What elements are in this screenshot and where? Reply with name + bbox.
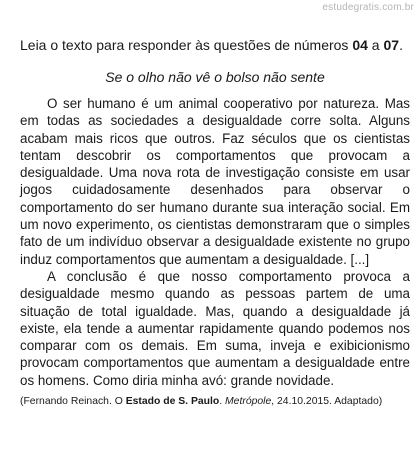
question-start-number: 04 — [352, 37, 368, 53]
citation-date: , 24.10.2015. Adaptado) — [271, 396, 383, 408]
instruction-suffix: . — [399, 37, 403, 53]
document-body — [20, 36, 410, 409]
citation-section: Metrópole — [225, 396, 272, 408]
question-end-number: 07 — [383, 37, 400, 53]
paragraph-1: O ser humano é um animal cooperativo por natureza. Mas em todas as sociedades a desigualdade corre solta. Alguns acabam mais ricos que outros. Faz séculos que os cientistas tentam descobrir os comportamentos que provocam a desigualdade. Uma nova rota de investigação consiste em usar jogos cuidadosamente desenhados para observar o comportamento do ser humano durante sua interação social. Em um novo experimento, os cientistas demonstraram que o simples fato de um indivíduo observar a desigualdade existente no grupo induz comportamentos que aumentam a desigualdade. [...] — [20, 96, 410, 267]
instruction-middle: a — [367, 37, 384, 53]
citation-author: (Fernando Reinach. O — [20, 396, 126, 408]
reading-instruction — [20, 36, 410, 54]
paragraph-2: A conclusão é que nosso comportamento provoca a desigualdade mesmo quando as pessoas partem de uma situação de total igualdade. Mas, quando a desigualdade já existe, ela tende a aumentar rapidamente quando podemos nos comparar com os demais. Em suma, inveja e exibicionismo provocam comportamentos que aumentam a desigualdade entre os homens. Como diria minha avó: grande novidade. — [20, 268, 410, 388]
citation-newspaper: Estado de S. Paulo — [125, 396, 220, 408]
citation-separator: . — [219, 396, 226, 408]
source-citation — [20, 395, 410, 409]
watermark-text: estudegratis.com.br — [322, 2, 414, 13]
instruction-prefix: Leia o texto para responder às questões de números — [20, 37, 353, 53]
text-title: Se o olho não vê o bolso não sente — [105, 69, 325, 85]
